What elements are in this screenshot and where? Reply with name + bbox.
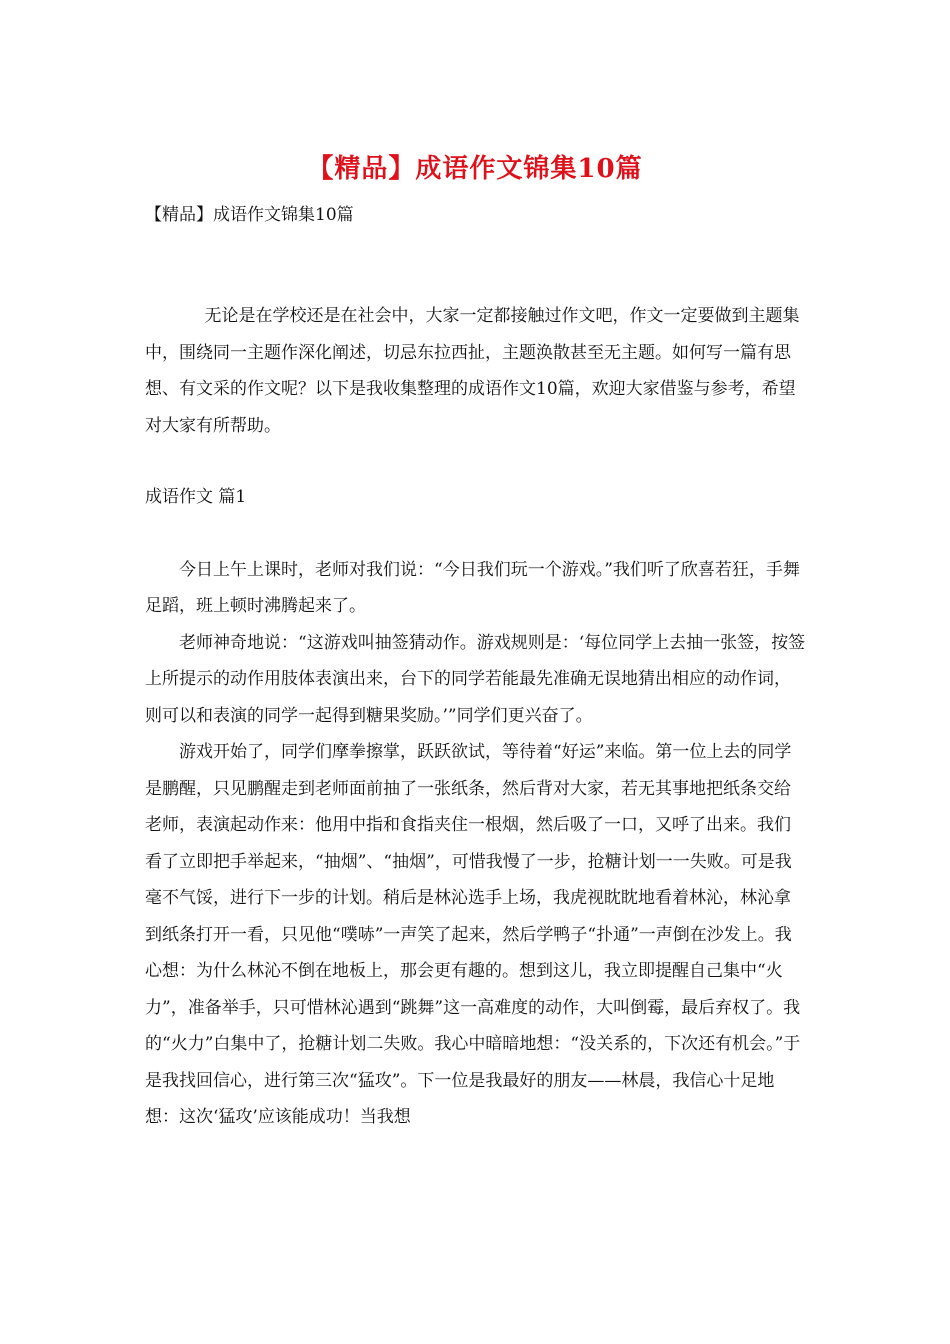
body-paragraph: 老师神奇地说：“这游戏叫抽签猜动作。游戏规则是：‘每位同学上去抽一张签，按签上所提示的动作用肢体表演出来，台下的同学若能最先准确无误地猜出相应的动作词，则可以和表演的同学一起得到糖果奖励。’”同学们更兴奋了。 <box>145 632 806 726</box>
document-body <box>145 298 807 1136</box>
body-paragraph: 游戏开始了，同学们摩拳擦掌，跃跃欲试，等待着“好运”来临。第一位上去的同学是鹏醒，只见鹏醒走到老师面前抽了一张纸条，然后背对大家，若无其事地把纸条交给老师，表演起动作来：他用中指和食指夹住一根烟，然后吸了一口，又呼了出来。我们看了立即把手举起来，“抽烟”、“抽烟”，可惜我慢了一步，抢糖计划一一失败。可是我毫不气馁，进行下一步的计划。稍后是林沁选手上场，我虎视眈眈地看着林沁，林沁拿到纸条打开一看，只见他“噗哧”一声笑了起来，然后学鸭子“扑通”一声倒在沙发上。我心想：为什么林沁不倒在地板上，那会更有趣的。想到这儿，我立即提醒自己集中“火力”，准备举手，只可惜林沁遇到“跳舞”这一高难度的动作，大叫倒霉，最后弃权了。我的“火力”白集中了，抢糖计划二失败。我心中暗暗地想：“没关系的，下次还有机会。”于是我找回信心，进行第三次“猛攻”。下一位是我最好的朋友——林晨，我信心十足地想：这次‘猛攻’应该能成功！当我想 <box>145 742 801 1127</box>
document-title: 【精品】成语作文锦集10篇 <box>307 154 643 184</box>
body-paragraph: 今日上午上课时，老师对我们说：“今日我们玩一个游戏。”我们听了欣喜若狂，手舞足蹈，班上顿时沸腾起来了。 <box>145 559 800 616</box>
intro-paragraph: 无论是在学校还是在社会中，大家一定都接触过作文吧，作文一定要做到主题集中，围绕同一主题作深化阐述，切忌东拉西扯，主题涣散甚至无主题。如何写一篇有思想、有文采的作文呢？以下是我收集整理的成语作文10篇，欢迎大家借鉴与参考，希望对大家有所帮助。 <box>145 306 800 436</box>
document-subtitle: 【精品】成语作文锦集10篇 <box>145 205 354 225</box>
section-heading: 成语作文 篇1 <box>145 487 247 507</box>
